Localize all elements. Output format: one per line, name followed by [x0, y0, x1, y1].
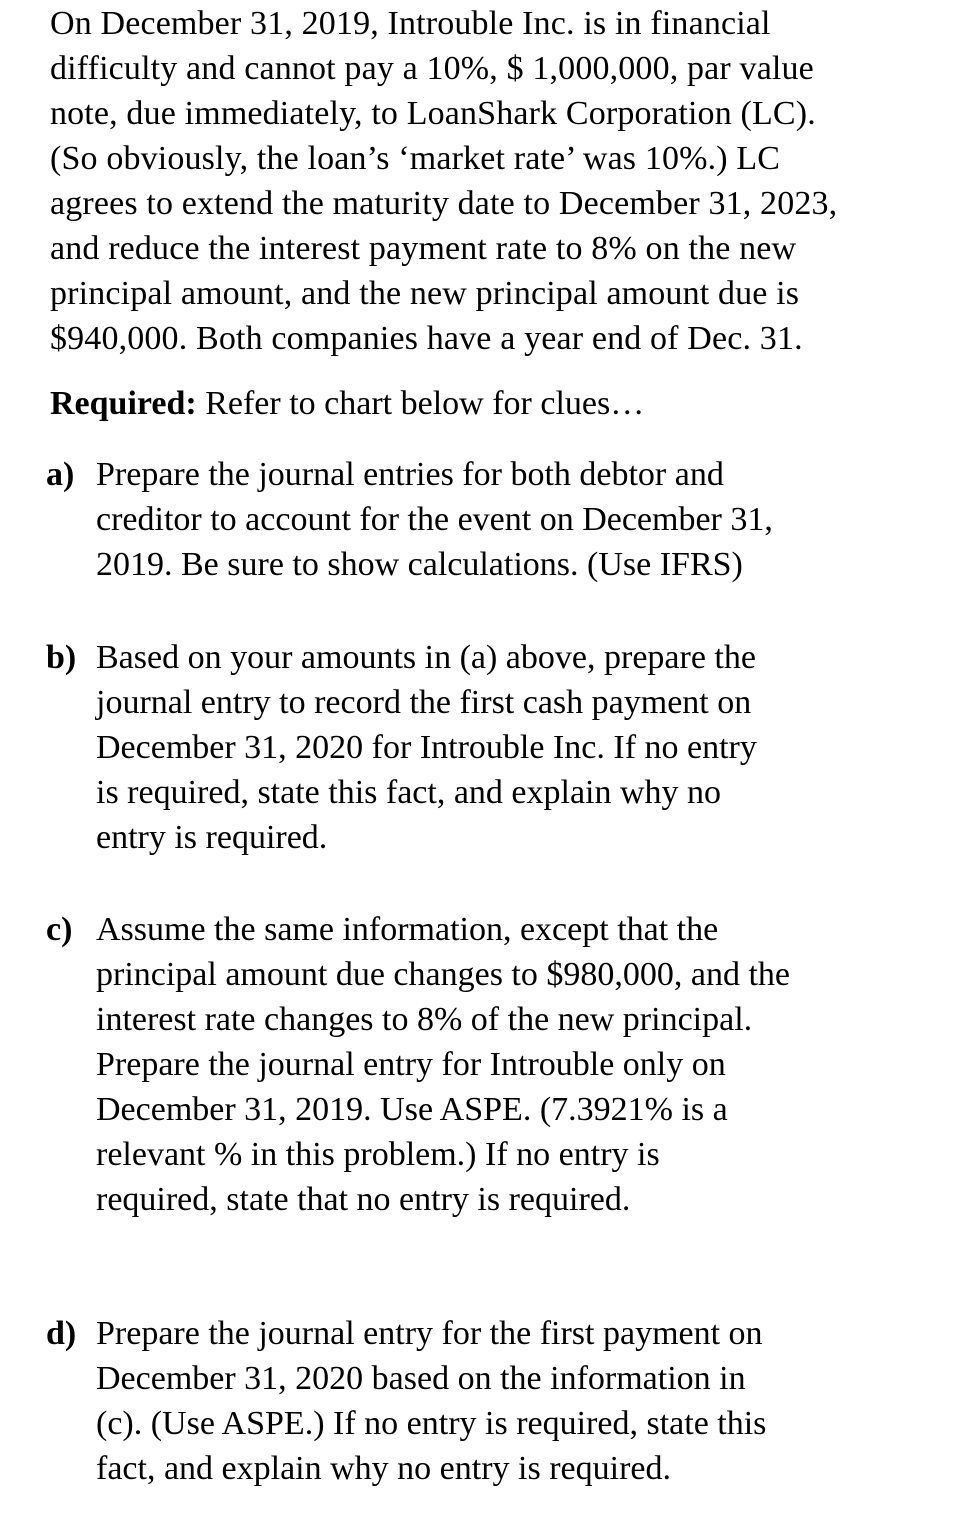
required-label: Required:	[50, 385, 197, 422]
question-line: relevant % in this problem.) If no entry is	[96, 1136, 660, 1173]
question-line: required, state that no entry is required.	[96, 1181, 631, 1218]
required-text: Refer to chart below for clues…	[205, 385, 645, 422]
problem-intro	[50, 0, 930, 361]
question-line: Based on your amounts in (a) above, prepare the	[96, 639, 756, 676]
question-line: creditor to account for the event on December 31,	[96, 501, 773, 538]
question-line: entry is required.	[96, 819, 328, 856]
question-letter: c)	[46, 911, 73, 948]
question-item-c	[46, 907, 896, 1222]
question-line: Prepare the journal entry for the first payment on	[96, 1315, 763, 1352]
question-letter: a)	[46, 456, 75, 493]
question-line: Prepare the journal entry for Introuble only on	[96, 1046, 726, 1083]
question-item-a	[46, 452, 896, 587]
question-line: (c). (Use ASPE.) If no entry is required, state this	[96, 1405, 767, 1442]
question-line: fact, and explain why no entry is required.	[96, 1450, 671, 1487]
intro-line: and reduce the interest payment rate to 8% on the new	[50, 230, 797, 267]
question-line: December 31, 2020 for Introuble Inc. If no entry	[96, 729, 757, 766]
question-letter: b)	[46, 639, 77, 676]
required-heading	[50, 381, 930, 426]
question-line: December 31, 2019. Use ASPE. (7.3921% is a	[96, 1091, 728, 1128]
intro-line: principal amount, and the new principal amount due is	[50, 275, 800, 312]
intro-line: (So obviously, the loan’s ‘market rate’ was 10%.) LC	[50, 140, 781, 177]
question-item-b	[46, 635, 896, 860]
question-letter: d)	[46, 1315, 77, 1352]
question-line: Prepare the journal entries for both debtor and	[96, 456, 724, 493]
question-item-d	[46, 1311, 896, 1491]
problem-document	[50, 0, 930, 426]
question-line: 2019. Be sure to show calculations. (Use IFRS)	[96, 546, 743, 583]
question-line: interest rate changes to 8% of the new principal.	[96, 1001, 753, 1038]
question-line: principal amount due changes to $980,000, and the	[96, 956, 790, 993]
intro-line: agrees to extend the maturity date to December 31, 2023,	[50, 185, 838, 222]
intro-line: $940,000. Both companies have a year end of Dec. 31.	[50, 320, 803, 357]
intro-line: On December 31, 2019, Introuble Inc. is in financial	[50, 5, 771, 42]
question-line: journal entry to record the first cash payment on	[96, 684, 752, 721]
intro-line: difficulty and cannot pay a 10%, $ 1,000,000, par value	[50, 50, 814, 87]
question-line: December 31, 2020 based on the information in	[96, 1360, 746, 1397]
question-line: is required, state this fact, and explain why no	[96, 774, 722, 811]
question-line: Assume the same information, except that the	[96, 911, 719, 948]
intro-line: note, due immediately, to LoanShark Corporation (LC).	[50, 95, 816, 132]
